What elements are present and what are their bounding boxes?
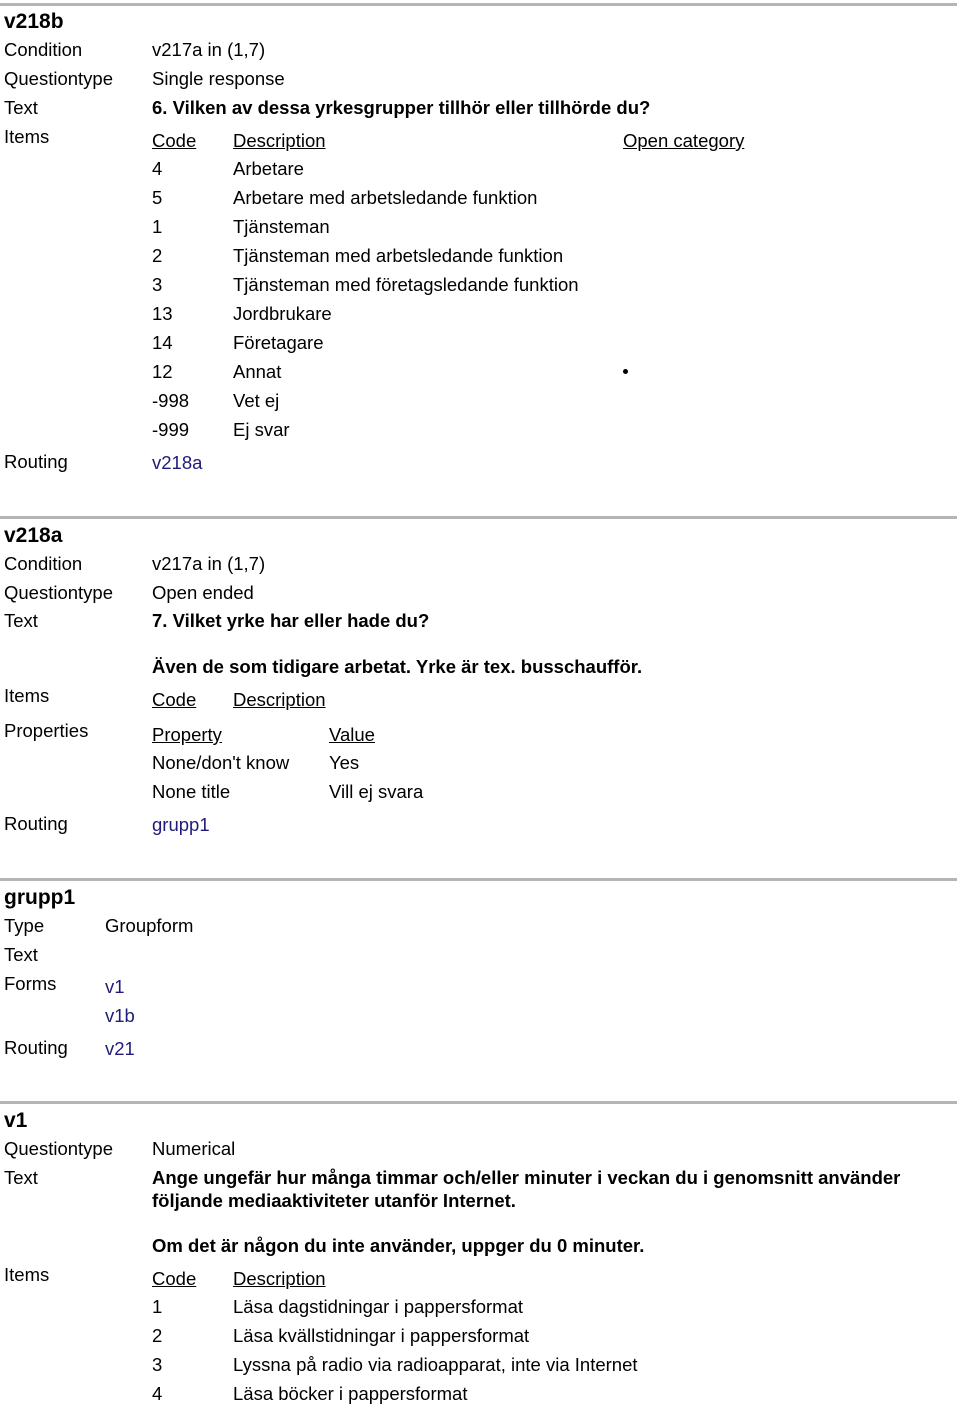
question-title: v218b [4,10,64,33]
condition-value: v217a in (1,7) [152,39,266,60]
column-header-property: Property [152,724,222,745]
question-title: v218a [4,524,63,547]
routing-link[interactable]: v218a [152,452,203,473]
routing-label: Routing [4,451,68,472]
item-description: Lyssna på radio via radioapparat, inte via Internet [233,1354,638,1375]
property-name: None/don't know [152,752,290,773]
item-code: 2 [152,1325,163,1346]
column-header-code: Code [152,689,197,710]
text-label: Text [4,610,38,631]
item-description: Vet ej [233,390,280,411]
section-divider [0,516,957,519]
form-link[interactable]: v1b [105,1005,135,1026]
item-description: Ej svar [233,419,290,440]
routing-link[interactable]: v21 [105,1038,135,1059]
open-category-bullet-icon [623,369,628,374]
item-code: 14 [152,332,173,353]
column-header-description: Description [233,689,326,710]
condition-label: Condition [4,553,83,574]
item-code: 13 [152,303,173,324]
type-value: Groupform [105,915,194,936]
question-instruction: Om det är någon du inte använder, uppger du 0 minuter. [152,1235,645,1256]
column-header-code: Code [152,130,197,151]
properties-label: Properties [4,720,89,741]
item-code: 1 [152,1296,163,1317]
items-label: Items [4,126,50,147]
form-link[interactable]: v1 [105,976,125,997]
column-header-description: Description [233,130,326,151]
item-description: Läsa kvällstidningar i pappersformat [233,1325,530,1346]
column-header-description: Description [233,1268,326,1289]
question-text: Ange ungefär hur många timmar och/eller minuter i veckan du i genomsnitt använder [152,1167,901,1188]
column-header-value: Value [329,724,375,745]
question-instruction: Även de som tidigare arbetat. Yrke är tex. busschaufför. [152,656,643,677]
questiontype-label: Questiontype [4,68,114,89]
condition-label: Condition [4,39,83,60]
questiontype-value: Single response [152,68,285,89]
item-code: 3 [152,1354,163,1375]
item-description: Jordbrukare [233,303,332,324]
questiontype-label: Questiontype [4,582,114,603]
routing-label: Routing [4,813,68,834]
item-description: Tjänsteman [233,216,330,237]
text-label: Text [4,944,38,965]
routing-label: Routing [4,1037,68,1058]
items-label: Items [4,685,50,706]
questiontype-value: Open ended [152,582,254,603]
item-code: -998 [152,390,190,411]
property-value: Vill ej svara [329,781,424,802]
column-header-code: Code [152,1268,197,1289]
text-label: Text [4,97,38,118]
questiontype-value: Numerical [152,1138,236,1159]
item-description: Tjänsteman med företagsledande funktion [233,274,579,295]
group-title: grupp1 [4,886,76,909]
text-label: Text [4,1167,38,1188]
condition-value: v217a in (1,7) [152,553,266,574]
item-description: Tjänsteman med arbetsledande funktion [233,245,564,266]
section-divider [0,1101,957,1104]
item-description: Företagare [233,332,324,353]
items-label: Items [4,1264,50,1285]
forms-label: Forms [4,973,57,994]
routing-link[interactable]: grupp1 [152,814,210,835]
question-text: 6. Vilken av dessa yrkesgrupper tillhör eller tillhörde du? [152,97,651,118]
section-divider [0,878,957,881]
item-description: Arbetare med arbetsledande funktion [233,187,538,208]
type-label: Type [4,915,45,936]
question-text: 7. Vilket yrke har eller hade du? [152,610,430,631]
item-description: Läsa dagstidningar i pappersformat [233,1296,524,1317]
item-code: 4 [152,1383,163,1404]
section-divider [0,3,957,6]
item-description: Annat [233,361,282,382]
question-title: v1 [4,1109,28,1132]
item-description: Arbetare [233,158,304,179]
item-code: 2 [152,245,163,266]
property-name: None title [152,781,231,802]
question-text-continued: följande mediaaktiviteter utanför Internet. [152,1190,516,1211]
column-header-open-category: Open category [623,130,745,151]
questiontype-label: Questiontype [4,1138,114,1159]
item-code: 3 [152,274,163,295]
item-code: 4 [152,158,163,179]
property-value: Yes [329,752,360,773]
item-code: 5 [152,187,163,208]
item-code: 12 [152,361,173,382]
item-code: 1 [152,216,163,237]
item-description: Läsa böcker i pappersformat [233,1383,468,1404]
item-code: -999 [152,419,190,440]
